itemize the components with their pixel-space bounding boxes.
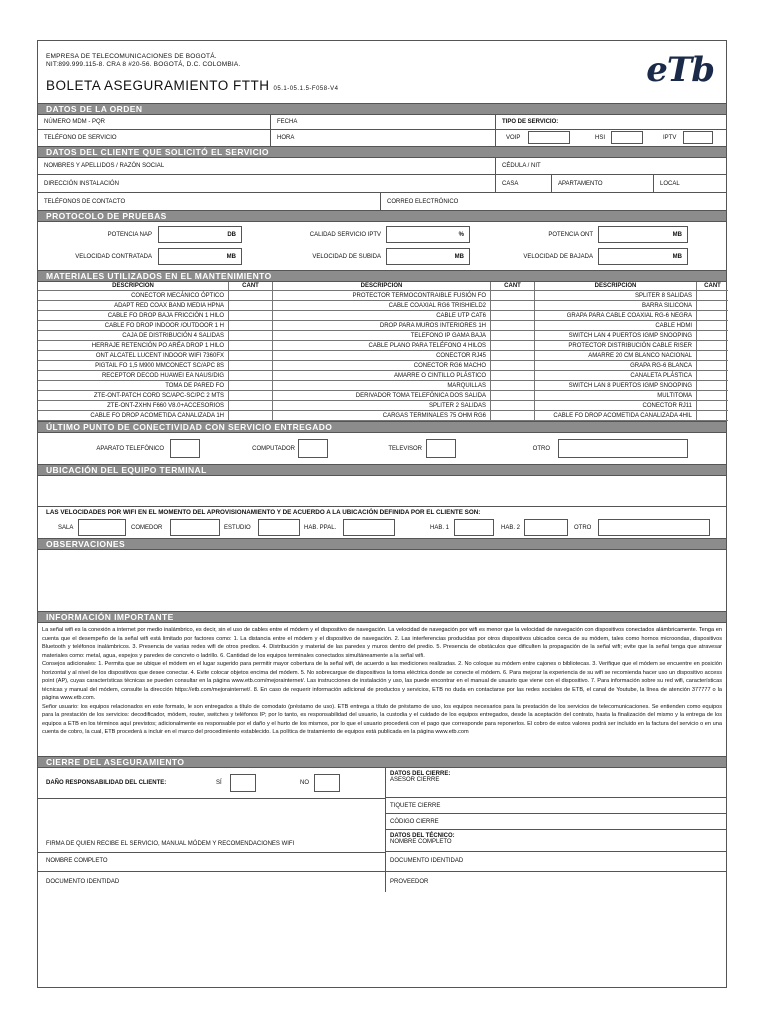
material-description: CAJA DE DISTRIBUCIÓN 4 SALIDAS (38, 331, 229, 341)
documento-identidad-field[interactable]: DOCUMENTO IDENTIDAD (46, 879, 120, 885)
material-quantity-input[interactable] (229, 391, 273, 401)
voip-label: VOIP (506, 135, 521, 141)
form-code: 05.1-05.1.5-F058-V4 (273, 86, 339, 92)
sala-label: SALA (58, 525, 74, 531)
section-conectividad: ÚLTIMO PUNTO DE CONECTIVIDAD CON SERVICIO ENTREGADO (38, 421, 726, 433)
voip-checkbox[interactable] (528, 131, 570, 144)
material-description: CABLE FO DROP ACOMETIDA CANALIZADA 1H (38, 411, 229, 421)
info-paragraph-1: La señal wifi es la conexión a internet por medio inalámbrico, es decir, sin el uso de cables entre el módem y el dispositivo de navegación. La velocidad de navegación por wifi es menor que la velocidad de navegación con dispositivos conectados alámbricamente. Tenga en cuenta que el desempeño de la señal wifi está limitado por factores como: 1. La distancia entre el módem y el dispositivo de navegación. 2. Las interferencias producidas por otros dispositivos ubicados cerca de su módem, tales como hornos microondas, dispositivos Bluetooth y teléfonos inalámbricos. 3. Presencia de varias redes wifi de otros predios. 4. Distribución y material de las paredes y muros dentro del predio. 5. Presencia de obstáculos que dificulten la propagación de la señal wifi; evite que la señal tenga que atravesar materiales como: metal, agua, espejos y paredes de concreto o ladrillo. 6. Cantidad de los equipos terminales conectados simultáneamente a la señal wifi. (42, 627, 722, 659)
section-ubicacion: UBICACIÓN DEL EQUIPO TERMINAL (38, 465, 726, 476)
material-description: RECEPTOR DECOD HUAWEI EA NAUS/DIG (38, 371, 229, 381)
material-description: DROP PARA MUROS INTERIORES 1H (273, 321, 491, 331)
potencia-ont-input[interactable]: MB (598, 226, 688, 243)
material-description: SPLITER 8 SALIDAS (535, 291, 697, 301)
cedula-field[interactable]: CÉDULA / NIT (495, 158, 726, 174)
material-description: AMARRE O CINTILLO PLÁSTICO (273, 371, 491, 381)
material-quantity-input[interactable] (491, 351, 535, 361)
hab2-input[interactable] (524, 519, 568, 536)
material-quantity-input[interactable] (491, 391, 535, 401)
section-materiales: MATERIALES UTILIZADOS EN EL MANTENIMIENTO (38, 271, 726, 282)
hora-field[interactable]: HORA (270, 130, 495, 146)
aparato-label: APARATO TELEFÓNICO (96, 446, 164, 452)
hab1-label: HAB. 1 (430, 525, 450, 531)
section-observaciones: OBSERVACIONES (38, 539, 726, 550)
material-quantity-input[interactable] (229, 401, 273, 411)
informacion-text (38, 623, 726, 757)
estudio-label: ESTUDIO (224, 525, 251, 531)
si-checkbox[interactable] (230, 774, 256, 792)
material-quantity-input[interactable] (697, 321, 728, 331)
material-description: CABLE UTP CAT6 (273, 311, 491, 321)
form-header (38, 41, 726, 104)
material-description: TOMA DE PARED FO (38, 381, 229, 391)
material-quantity-input[interactable] (697, 331, 728, 341)
materiales-table (38, 282, 726, 421)
material-description: PROTECTOR DISTRIBUCIÓN CABLE RISER (535, 341, 697, 351)
material-description: TELEFONO IP GAMA BAJA (273, 331, 491, 341)
computador-checkbox[interactable] (298, 439, 328, 458)
direccion-field[interactable]: DIRECCIÓN INSTALACIÓN (44, 180, 119, 187)
col-header-cant: CANT (491, 282, 535, 291)
telefonos-field[interactable]: TELÉFONOS DE CONTACTO (44, 198, 126, 205)
cierre-grid (38, 768, 726, 894)
computador-label: COMPUTADOR (252, 446, 295, 452)
material-quantity-input[interactable] (491, 371, 535, 381)
firma-field[interactable]: FIRMA DE QUIEN RECIBE EL SERVICIO, MANUAL MÓDEM Y RECOMENDACIONES WIFI (38, 798, 385, 853)
hab2-label: HAB. 2 (501, 525, 521, 531)
material-description: SWITCH LAN 8 PUERTOS IGMP SNOOPING (535, 381, 697, 391)
material-description: CONECTOR RG6 MACHO (273, 361, 491, 371)
fecha-field[interactable]: FECHA (270, 115, 495, 129)
material-description: CABLE FO DROP ACOMETIDA CANALIZADA 4HIL (535, 411, 697, 421)
ubic-otro-label: OTRO (574, 525, 592, 531)
datos-tecnico-field[interactable]: DATOS DEL TÉCNICO: NOMBRE COMPLETO (385, 830, 726, 852)
documento-tecnico-field[interactable]: DOCUMENTO IDENTIDAD (385, 852, 726, 872)
material-quantity-input[interactable] (697, 351, 728, 361)
section-cliente: DATOS DEL CLIENTE QUE SOLICITÓ EL SERVICIO (38, 147, 726, 158)
section-protocolo: PROTOCOLO DE PRUEBAS (38, 211, 726, 222)
material-description: CONECTOR MECÁNICO ÓPTICO (38, 291, 229, 301)
iptv-label: IPTV (663, 135, 677, 141)
material-quantity-input[interactable] (229, 361, 273, 371)
material-description: GRAPA PARA CABLE COAXIAL RG-6 NEGRA (535, 311, 697, 321)
material-quantity-input[interactable] (229, 321, 273, 331)
potencia-ont-label: POTENCIA ONT (548, 232, 593, 238)
material-description: ONT ALCATEL LUCENT INDOOR WIFI 7360FX (38, 351, 229, 361)
material-quantity-input[interactable] (229, 331, 273, 341)
col-header-descripcion: DESCRIPCIÓN (273, 282, 491, 291)
comedor-input[interactable] (170, 519, 220, 536)
material-quantity-input[interactable] (697, 361, 728, 371)
no-checkbox[interactable] (314, 774, 340, 792)
material-quantity-input[interactable] (491, 361, 535, 371)
proveedor-field[interactable]: PROVEEDOR (385, 872, 726, 892)
ubic-otro-input[interactable] (598, 519, 710, 536)
correo-field[interactable]: CORREO ELECTRÓNICO (380, 193, 726, 210)
material-description: CABLE HDMI (535, 321, 697, 331)
material-quantity-input[interactable] (697, 301, 728, 311)
material-description: MULTITOMA (535, 391, 697, 401)
material-description: ZTE-ONT-ZXHN F660 V8.0+ACCESORIOS (38, 401, 229, 411)
material-description: ADAPT RED COAX BAND MEDIA HPNA (38, 301, 229, 311)
material-description: CONECTOR RJ45 (273, 351, 491, 361)
material-description: HERRAJE RETENCIÓN PO ARÉA DROP 1 HILO (38, 341, 229, 351)
material-description: CABLE PLANO PARA TELÉFONO 4 HILOS (273, 341, 491, 351)
material-description: GRAPA RG-6 BLANCA (535, 361, 697, 371)
material-description: CONECTOR RJ11 (535, 401, 697, 411)
hab-ppal-input[interactable] (343, 519, 395, 536)
material-description: PIGTAIL FO 1,5 M900 MMCONECT SC/APC 8S (38, 361, 229, 371)
aparato-checkbox[interactable] (170, 439, 200, 458)
dano-label: DAÑO RESPONSABILIDAD DEL CLIENTE: (46, 780, 167, 786)
material-description: PROTECTOR TERMOCONTRAIBLE FUSIÓN FO (273, 291, 491, 301)
material-quantity-input[interactable] (697, 401, 728, 411)
material-quantity-input[interactable] (229, 411, 273, 421)
material-quantity-input[interactable] (229, 291, 273, 301)
material-description: CANALETA PLÁSTICA (535, 371, 697, 381)
material-quantity-input[interactable] (697, 311, 728, 321)
hsi-label: HSI (595, 135, 606, 141)
material-quantity-input[interactable] (491, 321, 535, 331)
col-header-descripcion: DESCRIPCIÓN (535, 282, 697, 291)
material-quantity-input[interactable] (697, 411, 728, 421)
material-quantity-input[interactable] (697, 291, 728, 301)
otro-input[interactable] (558, 439, 688, 458)
material-description: CARGAS TERMINALES 75 OHM RG6 (273, 411, 491, 421)
datos-cierre-field[interactable]: DATOS DEL CIERRE: ASESOR CIERRE (385, 768, 726, 798)
apartamento-field[interactable]: APARTAMENTO (551, 175, 653, 192)
ubicacion-textarea[interactable] (38, 476, 726, 507)
material-description: CABLE COAXIAL RG6 TRISHIELD2 (273, 301, 491, 311)
hsi-checkbox[interactable] (611, 131, 643, 144)
section-informacion: INFORMACIÓN IMPORTANTE (38, 612, 726, 623)
material-quantity-input[interactable] (491, 381, 535, 391)
material-description: AMARRE 20 CM BLANCO NACIONAL (535, 351, 697, 361)
potencia-nap-input[interactable]: DB (158, 226, 242, 243)
observaciones-textarea[interactable] (38, 550, 726, 612)
section-cierre: CIERRE DEL ASEGURAMIENTO (38, 757, 726, 768)
codigo-field[interactable]: CÓDIGO CIERRE (385, 814, 726, 830)
local-field[interactable]: LOCAL (653, 175, 726, 192)
material-quantity-input[interactable] (491, 331, 535, 341)
material-quantity-input[interactable] (229, 381, 273, 391)
col-header-cant: CANT (697, 282, 728, 291)
potencia-nap-label: POTENCIA NAP (107, 232, 152, 238)
si-label: SÍ (216, 780, 222, 786)
nombres-field[interactable]: NOMBRES Y APELLIDOS / RAZÓN SOCIAL (44, 163, 165, 169)
material-quantity-input[interactable] (697, 391, 728, 401)
material-quantity-input[interactable] (229, 371, 273, 381)
velocidades-label: LAS VELOCIDADES POR WIFI EN EL MOMENTO DEL APROVISIONAMIENTO Y DE ACUERDO A LA UBICACIÓN DEFINIDA POR EL CLIENTE SON: (46, 509, 481, 516)
material-description: SWITCH LAN 4 PUERTOS IGMP SNOOPING (535, 331, 697, 341)
material-quantity-input[interactable] (491, 411, 535, 421)
casa-field[interactable]: CASA (495, 175, 551, 192)
section-orden: DATOS DE LA ORDEN (38, 104, 726, 115)
info-paragraph-3: Señor usuario: los equipos relacionados en este formato, le son entregados a título de comodato (préstamo de uso). ETB entrega a título de préstamo de uso, los equipos necesarios para la prestación de los servicios de telecomunicaciones. Se entienden como equipos para la prestación de los servicios: decodificador, módem, router, switches y teléfonos IP; por lo tanto, es responsabilidad del usuario, la custodia y el cuidado de los equipos entregados, desde la aceptación del contrato, hasta la finalización del mismo y la entrega de los equipos a ETB en los términos aquí previstos; adicionalmente es responsable por el daño y el hurto de los mismos, por lo que el usuario procederá con el pago que corresponde para reponerlos. El cobro de estos valores podrá ser incluido en la factura del servicio o en una cuenta de cobro, la cual, ETB procederá a incluir en el marco del procedimiento establecido. La política de tratamiento de equipos está publicada en la página www.etb.com (42, 703, 722, 735)
telefono-servicio-field[interactable]: TELÉFONO DE SERVICIO (44, 135, 117, 141)
calidad-iptv-input[interactable]: % (386, 226, 470, 243)
material-quantity-input[interactable] (697, 371, 728, 381)
company-info: EMPRESA DE TELECOMUNICACIONES DE BOGOTÁ. NIT:899.999.115-8. CRA 8 #20-56. BOGOTÁ, D.C. COLOMBIA. (46, 53, 241, 68)
etb-logo: eTb (646, 50, 714, 90)
iptv-checkbox[interactable] (683, 131, 713, 144)
tipo-servicio-label: TIPO DE SERVICIO: (495, 115, 726, 129)
material-description: ZTE-ONT-PATCH CORD SC/APC-SC/PC 2 MTS (38, 391, 229, 401)
col-header-cant: CANT (229, 282, 273, 291)
velocidad-subida-label: VELOCIDAD DE SUBIDA (312, 254, 381, 260)
comedor-label: COMEDOR (131, 525, 163, 531)
material-quantity-input[interactable] (491, 301, 535, 311)
hab1-input[interactable] (454, 519, 494, 536)
form-page (37, 40, 727, 988)
material-description: SPLITER 2 SALIDAS (273, 401, 491, 411)
info-paragraph-2: Consejos adicionales: 1. Permita que se ubique el módem en el lugar sugerido para permitir mayor cobertura de la señal wifi, de acuerdo a las mediciones realizadas. 2. No coloque su módem entre cajones o bibliotecas. 3. Verifique que el módem se encuentre en posición horizontal y al nivel de los dispositivos que desee conectar. 4. Evite colocar objetos encima del módem. 5. No sobrecargue de dispositivos la toma eléctrica donde se conecte el módem. 6. Para mejorar la experiencia de su wifi se recomienda hacer uso un dispositivo access point (AP), cuyas características técnicas se pueden consultar en la página www.etb.com/mejorainternet/. Las instrucciones de instalación y uso, las puede encontrar en el manual de usuario que viene con el dispositivo. 7. Para información sobre su red wifi, características técnicas y manual del módem, consulte la dirección https://etb.com/mejorainternet/. 8. En caso de requerir información adicional de productos y servicios, ETB no duda en contactarse por las redes sociales de ETB, el canal de Youtube, la línea de atención 377777 o la página www.etb.com. (42, 661, 722, 701)
sala-input[interactable] (78, 519, 126, 536)
material-quantity-input[interactable] (697, 341, 728, 351)
televisor-checkbox[interactable] (426, 439, 456, 458)
calidad-iptv-label: CALIDAD SERVICIO IPTV (309, 232, 381, 238)
material-quantity-input[interactable] (229, 311, 273, 321)
material-description: CABLE FO DROP BAJA FRICCIÓN 1 HILO (38, 311, 229, 321)
velocidad-bajada-label: VELOCIDAD DE BAJADA (523, 254, 593, 260)
material-quantity-input[interactable] (229, 301, 273, 311)
velocidad-contratada-input[interactable]: MB (158, 248, 242, 265)
form-title: BOLETA ASEGURAMIENTO FTTH 05.1-05.1.5-F058-V4 (46, 78, 339, 93)
numero-mdm-field[interactable]: NÚMERO MDM - PQR (44, 119, 105, 125)
material-quantity-input[interactable] (697, 381, 728, 391)
estudio-input[interactable] (258, 519, 300, 536)
material-quantity-input[interactable] (491, 341, 535, 351)
televisor-label: TELEVISOR (388, 446, 422, 452)
velocidad-subida-input[interactable]: MB (386, 248, 470, 265)
material-quantity-input[interactable] (491, 291, 535, 301)
velocidad-bajada-input[interactable]: MB (598, 248, 688, 265)
tiquete-field[interactable]: TIQUETE CIERRE (385, 798, 726, 814)
material-quantity-input[interactable] (491, 311, 535, 321)
material-quantity-input[interactable] (229, 351, 273, 361)
material-quantity-input[interactable] (491, 401, 535, 411)
hab-ppal-label: HAB. PPAL. (304, 525, 337, 531)
nombre-completo-field[interactable]: NOMBRE COMPLETO (38, 852, 385, 872)
material-description: MARQUILLAS (273, 381, 491, 391)
material-description: CABLE FO DROP INDOOR /OUTDOOR 1 H (38, 321, 229, 331)
velocidad-contratada-label: VELOCIDAD CONTRATADA (75, 254, 152, 260)
material-description: BARRA SILICONA (535, 301, 697, 311)
no-label: NO (300, 780, 309, 786)
otro-label: OTRO (532, 446, 550, 452)
col-header-descripcion: DESCRIPCIÓN (38, 282, 229, 291)
material-description: DERIVADOR TOMA TELEFÓNICA DOS SALIDA (273, 391, 491, 401)
material-quantity-input[interactable] (229, 341, 273, 351)
